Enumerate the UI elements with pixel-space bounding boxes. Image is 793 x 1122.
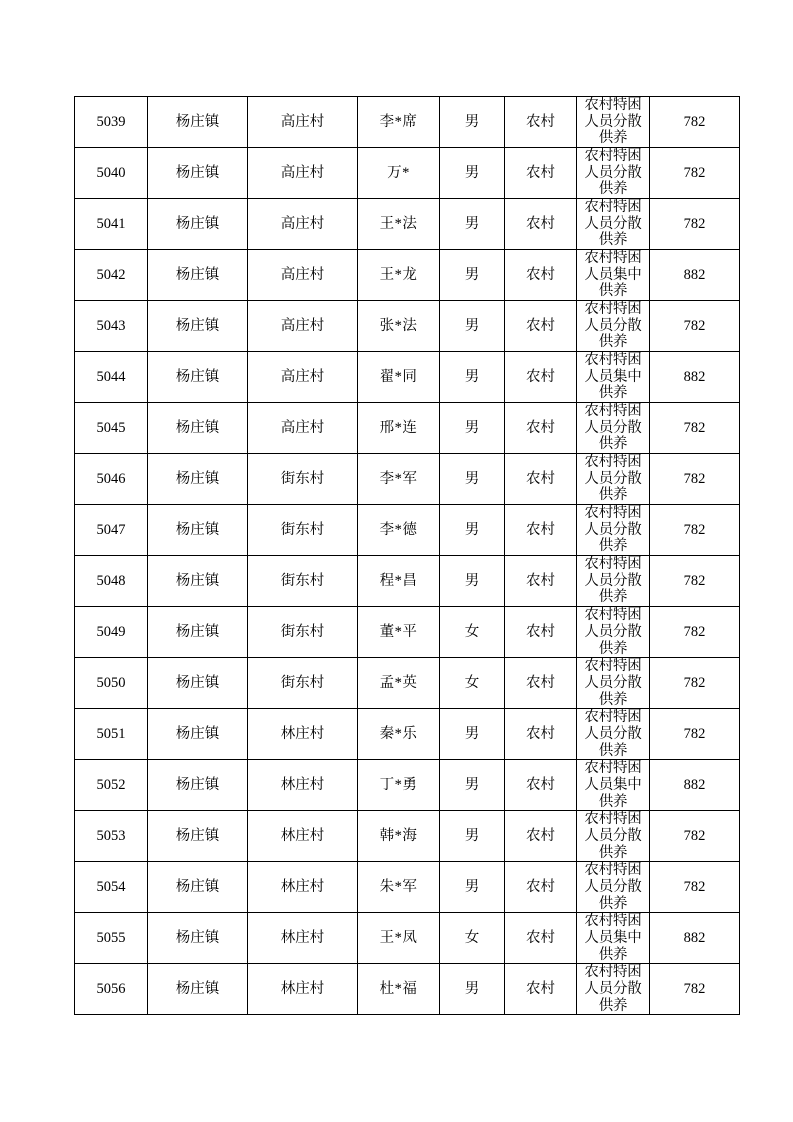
- cell-amount: 782: [650, 199, 740, 250]
- cell-amount: 782: [650, 607, 740, 658]
- cell-name: 程*昌: [358, 556, 440, 607]
- cell-name: 万*: [358, 148, 440, 199]
- cell-amount: 782: [650, 862, 740, 913]
- cell-town: 杨庄镇: [148, 505, 248, 556]
- cell-id: 5056: [75, 964, 148, 1015]
- cell-id: 5044: [75, 352, 148, 403]
- cell-amount: 882: [650, 250, 740, 301]
- cell-sex: 男: [440, 250, 505, 301]
- cell-town: 杨庄镇: [148, 658, 248, 709]
- cell-town: 杨庄镇: [148, 913, 248, 964]
- cell-category: 农村特困人员分散供养: [577, 454, 650, 505]
- cell-amount: 782: [650, 811, 740, 862]
- cell-sex: 女: [440, 658, 505, 709]
- table-row: [75, 862, 740, 913]
- cell-amount: 782: [650, 505, 740, 556]
- table-row: [75, 658, 740, 709]
- cell-amount: 882: [650, 760, 740, 811]
- cell-town: 杨庄镇: [148, 301, 248, 352]
- table-row: [75, 352, 740, 403]
- cell-amount: 782: [650, 148, 740, 199]
- cell-sex: 男: [440, 97, 505, 148]
- cell-household: 农村: [505, 913, 577, 964]
- cell-name: 邢*连: [358, 403, 440, 454]
- cell-id: 5050: [75, 658, 148, 709]
- cell-village: 林庄村: [248, 913, 358, 964]
- cell-household: 农村: [505, 658, 577, 709]
- cell-village: 街东村: [248, 607, 358, 658]
- cell-village: 街东村: [248, 505, 358, 556]
- cell-name: 孟*英: [358, 658, 440, 709]
- cell-category: 农村特困人员分散供养: [577, 556, 650, 607]
- cell-town: 杨庄镇: [148, 148, 248, 199]
- cell-category: 农村特困人员分散供养: [577, 607, 650, 658]
- cell-sex: 男: [440, 709, 505, 760]
- cell-name: 翟*同: [358, 352, 440, 403]
- cell-village: 高庄村: [248, 97, 358, 148]
- cell-id: 5042: [75, 250, 148, 301]
- cell-category: 农村特困人员分散供养: [577, 403, 650, 454]
- cell-village: 高庄村: [248, 352, 358, 403]
- cell-household: 农村: [505, 199, 577, 250]
- cell-category: 农村特困人员分散供养: [577, 505, 650, 556]
- cell-village: 高庄村: [248, 148, 358, 199]
- cell-id: 5047: [75, 505, 148, 556]
- cell-category: 农村特困人员集中供养: [577, 913, 650, 964]
- cell-household: 农村: [505, 505, 577, 556]
- cell-name: 杜*福: [358, 964, 440, 1015]
- cell-household: 农村: [505, 250, 577, 301]
- cell-name: 韩*海: [358, 811, 440, 862]
- cell-household: 农村: [505, 760, 577, 811]
- cell-category: 农村特困人员分散供养: [577, 658, 650, 709]
- cell-village: 街东村: [248, 556, 358, 607]
- cell-household: 农村: [505, 556, 577, 607]
- cell-village: 街东村: [248, 658, 358, 709]
- cell-category: 农村特困人员分散供养: [577, 301, 650, 352]
- table-row: [75, 199, 740, 250]
- cell-sex: 男: [440, 556, 505, 607]
- cell-town: 杨庄镇: [148, 811, 248, 862]
- cell-household: 农村: [505, 607, 577, 658]
- cell-category: 农村特困人员分散供养: [577, 964, 650, 1015]
- cell-id: 5043: [75, 301, 148, 352]
- cell-sex: 男: [440, 505, 505, 556]
- cell-household: 农村: [505, 964, 577, 1015]
- table-row: [75, 301, 740, 352]
- cell-village: 高庄村: [248, 250, 358, 301]
- cell-category: 农村特困人员分散供养: [577, 97, 650, 148]
- table-row: [75, 811, 740, 862]
- cell-town: 杨庄镇: [148, 556, 248, 607]
- cell-sex: 男: [440, 964, 505, 1015]
- cell-town: 杨庄镇: [148, 607, 248, 658]
- table-row: [75, 505, 740, 556]
- table-row: [75, 760, 740, 811]
- cell-household: 农村: [505, 301, 577, 352]
- cell-amount: 782: [650, 709, 740, 760]
- table-row: [75, 913, 740, 964]
- cell-village: 林庄村: [248, 964, 358, 1015]
- cell-town: 杨庄镇: [148, 964, 248, 1015]
- table-row: [75, 607, 740, 658]
- cell-village: 高庄村: [248, 403, 358, 454]
- cell-town: 杨庄镇: [148, 760, 248, 811]
- cell-id: 5051: [75, 709, 148, 760]
- cell-sex: 男: [440, 403, 505, 454]
- cell-name: 王*龙: [358, 250, 440, 301]
- cell-name: 王*法: [358, 199, 440, 250]
- cell-amount: 782: [650, 658, 740, 709]
- table-row: [75, 964, 740, 1015]
- table-row: [75, 454, 740, 505]
- cell-village: 林庄村: [248, 709, 358, 760]
- cell-amount: 782: [650, 97, 740, 148]
- cell-name: 王*凤: [358, 913, 440, 964]
- cell-village: 街东村: [248, 454, 358, 505]
- cell-sex: 女: [440, 913, 505, 964]
- cell-household: 农村: [505, 454, 577, 505]
- cell-id: 5055: [75, 913, 148, 964]
- cell-town: 杨庄镇: [148, 862, 248, 913]
- cell-name: 李*席: [358, 97, 440, 148]
- cell-id: 5053: [75, 811, 148, 862]
- cell-town: 杨庄镇: [148, 454, 248, 505]
- cell-town: 杨庄镇: [148, 250, 248, 301]
- cell-town: 杨庄镇: [148, 352, 248, 403]
- cell-amount: 782: [650, 403, 740, 454]
- cell-id: 5040: [75, 148, 148, 199]
- cell-name: 朱*军: [358, 862, 440, 913]
- cell-amount: 882: [650, 913, 740, 964]
- cell-name: 董*平: [358, 607, 440, 658]
- cell-sex: 男: [440, 760, 505, 811]
- cell-household: 农村: [505, 403, 577, 454]
- cell-id: 5041: [75, 199, 148, 250]
- cell-town: 杨庄镇: [148, 199, 248, 250]
- table-row: [75, 403, 740, 454]
- cell-id: 5046: [75, 454, 148, 505]
- cell-town: 杨庄镇: [148, 709, 248, 760]
- cell-village: 高庄村: [248, 301, 358, 352]
- cell-category: 农村特困人员集中供养: [577, 352, 650, 403]
- cell-village: 林庄村: [248, 862, 358, 913]
- cell-sex: 女: [440, 607, 505, 658]
- cell-name: 秦*乐: [358, 709, 440, 760]
- cell-id: 5052: [75, 760, 148, 811]
- cell-sex: 男: [440, 301, 505, 352]
- cell-category: 农村特困人员分散供养: [577, 709, 650, 760]
- cell-household: 农村: [505, 352, 577, 403]
- cell-id: 5054: [75, 862, 148, 913]
- cell-id: 5049: [75, 607, 148, 658]
- cell-town: 杨庄镇: [148, 403, 248, 454]
- cell-id: 5039: [75, 97, 148, 148]
- cell-household: 农村: [505, 97, 577, 148]
- cell-town: 杨庄镇: [148, 97, 248, 148]
- table-row: [75, 250, 740, 301]
- cell-category: 农村特困人员分散供养: [577, 199, 650, 250]
- table-row: [75, 709, 740, 760]
- subsidy-table: [74, 96, 740, 1015]
- cell-household: 农村: [505, 709, 577, 760]
- cell-village: 林庄村: [248, 811, 358, 862]
- cell-sex: 男: [440, 454, 505, 505]
- cell-category: 农村特困人员分散供养: [577, 148, 650, 199]
- cell-amount: 782: [650, 454, 740, 505]
- cell-category: 农村特困人员集中供养: [577, 250, 650, 301]
- cell-category: 农村特困人员分散供养: [577, 811, 650, 862]
- cell-amount: 782: [650, 964, 740, 1015]
- cell-village: 林庄村: [248, 760, 358, 811]
- table-row: [75, 148, 740, 199]
- cell-sex: 男: [440, 148, 505, 199]
- cell-name: 李*德: [358, 505, 440, 556]
- cell-amount: 782: [650, 556, 740, 607]
- cell-village: 高庄村: [248, 199, 358, 250]
- cell-sex: 男: [440, 862, 505, 913]
- cell-household: 农村: [505, 811, 577, 862]
- cell-category: 农村特困人员分散供养: [577, 862, 650, 913]
- table-body: [75, 97, 740, 1015]
- cell-sex: 男: [440, 199, 505, 250]
- table-row: [75, 556, 740, 607]
- table-row: [75, 97, 740, 148]
- cell-household: 农村: [505, 862, 577, 913]
- cell-sex: 男: [440, 352, 505, 403]
- cell-category: 农村特困人员集中供养: [577, 760, 650, 811]
- cell-name: 李*军: [358, 454, 440, 505]
- cell-amount: 882: [650, 352, 740, 403]
- cell-amount: 782: [650, 301, 740, 352]
- cell-name: 丁*勇: [358, 760, 440, 811]
- cell-name: 张*法: [358, 301, 440, 352]
- cell-id: 5045: [75, 403, 148, 454]
- cell-id: 5048: [75, 556, 148, 607]
- cell-household: 农村: [505, 148, 577, 199]
- cell-sex: 男: [440, 811, 505, 862]
